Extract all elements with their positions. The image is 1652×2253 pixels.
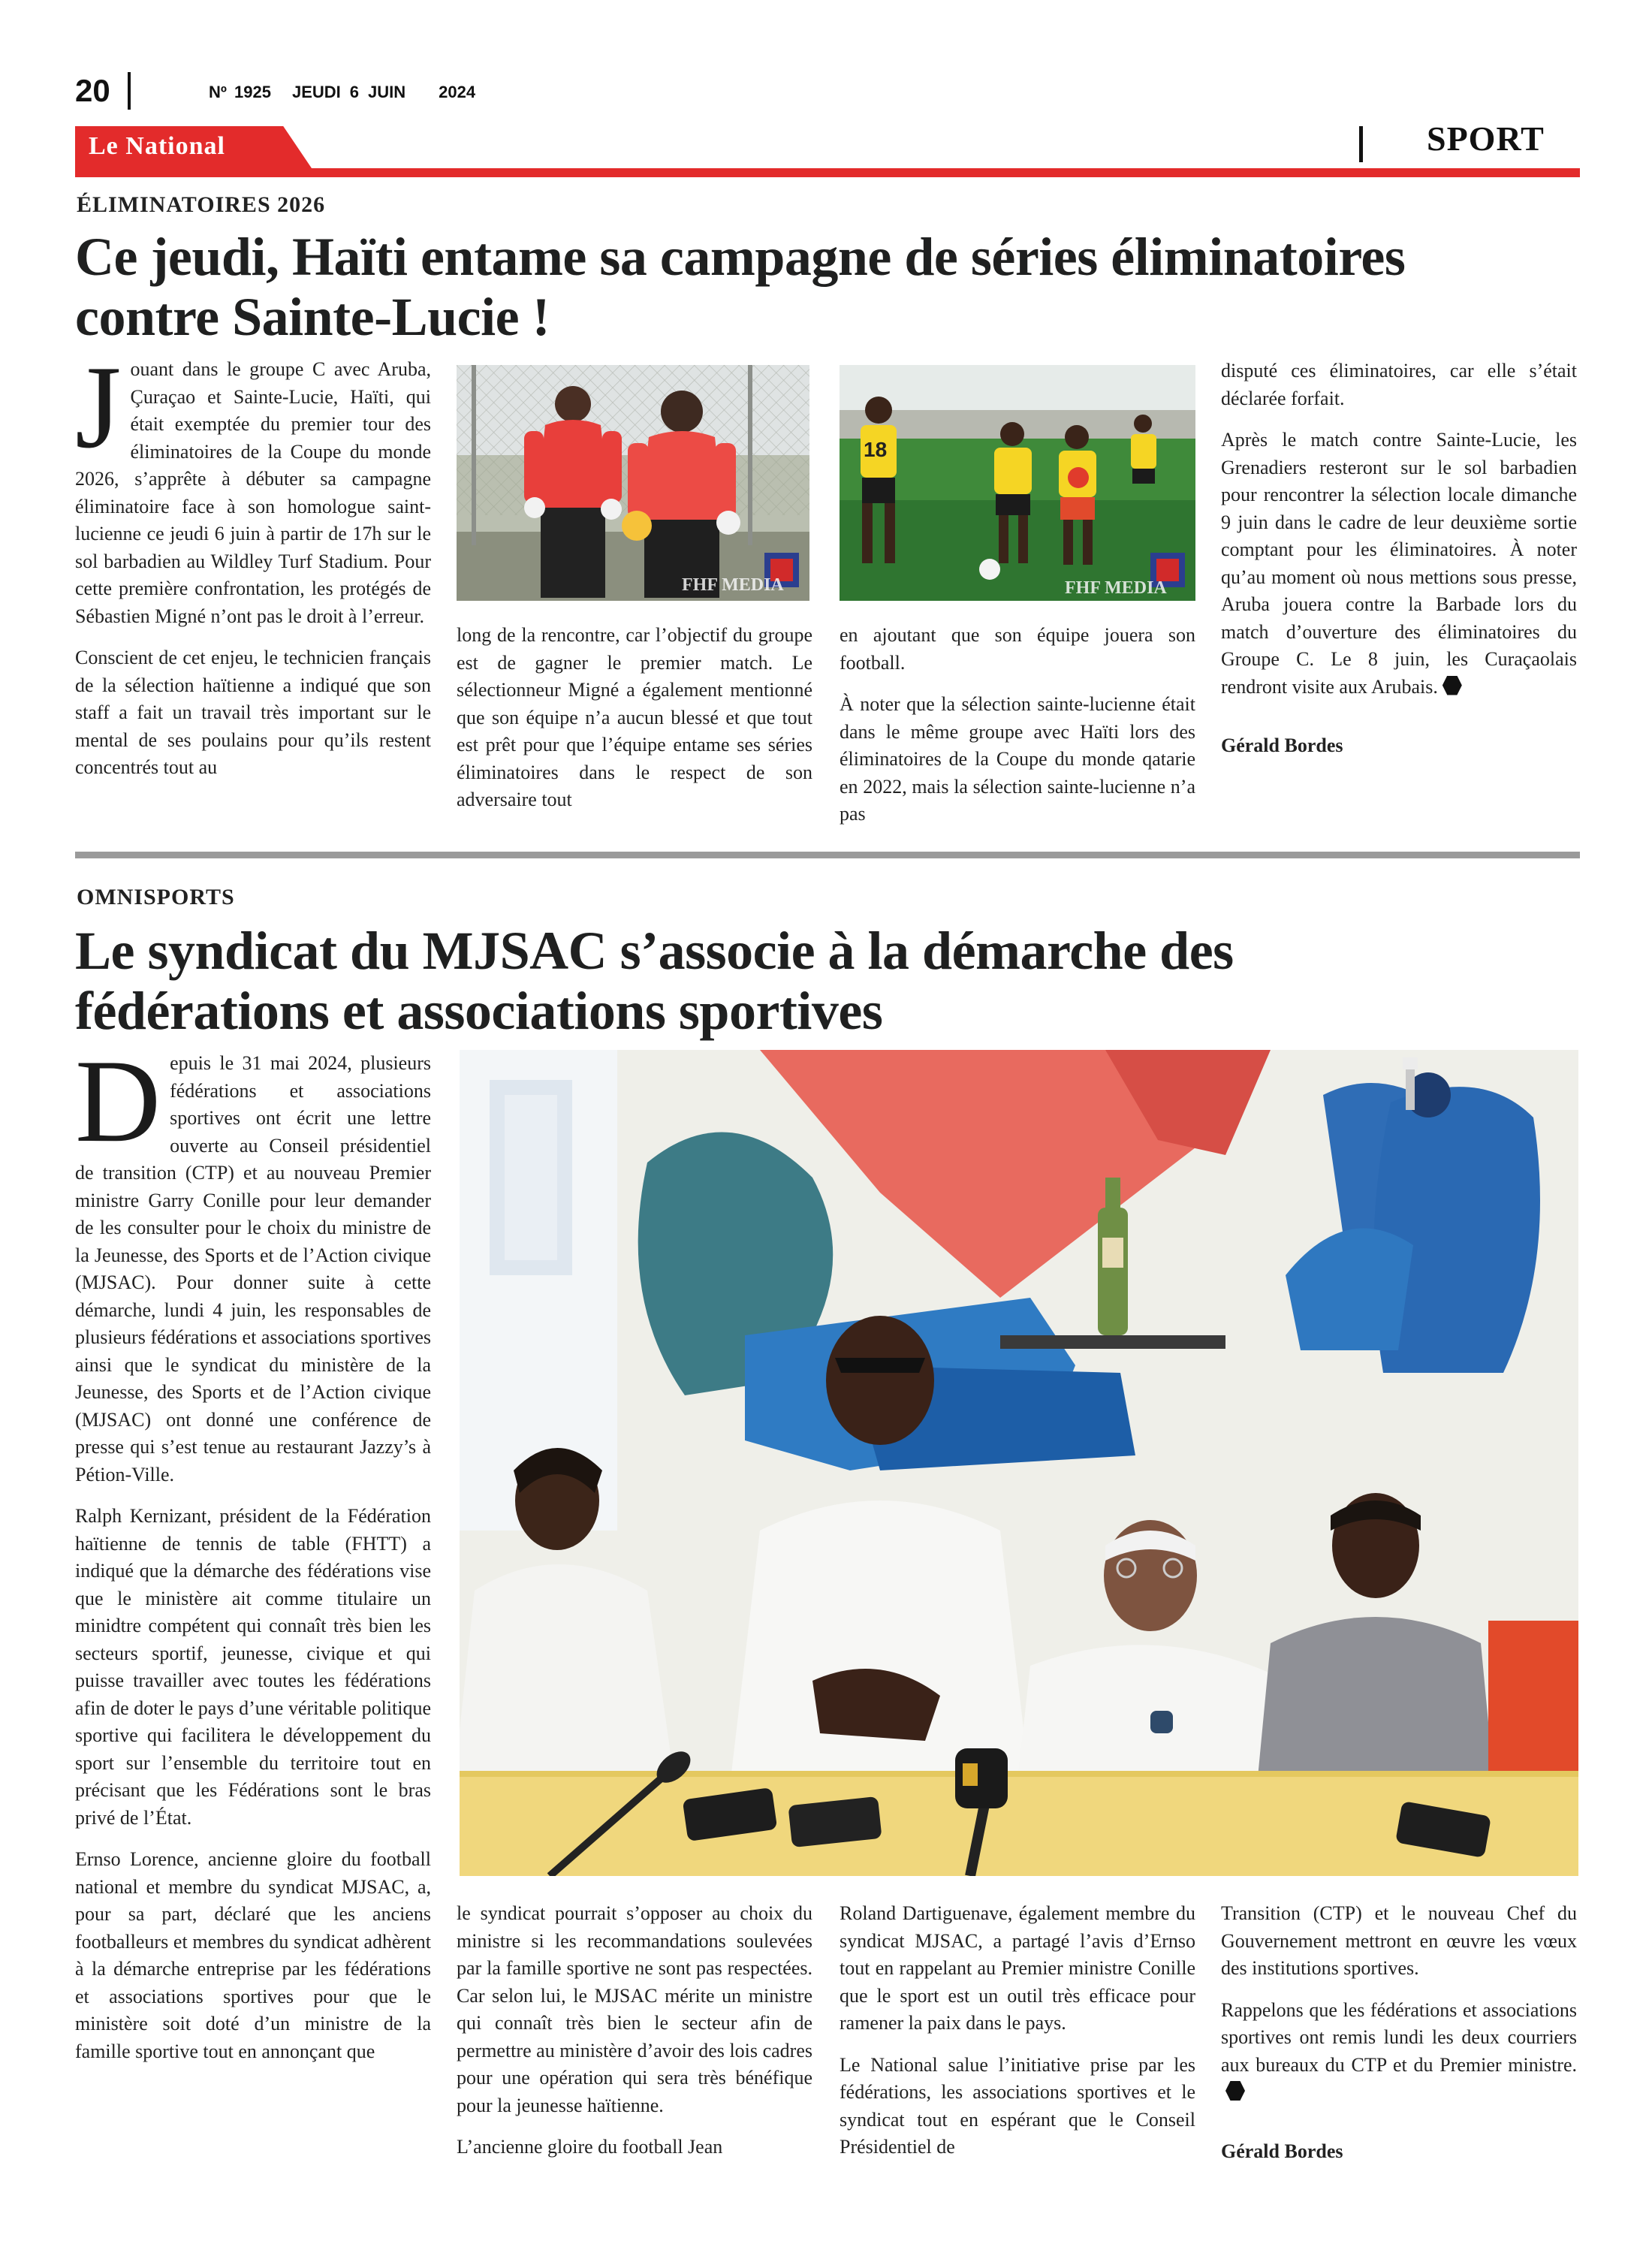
article2-col1-p2: Ralph Kernizant, président de la Fédération haïtienne de tennis de table (FHTT) a indiqué que la démarche des fédérations vise que le ministère ait comme titulaire un minidtre compétent qui connaît très bien les secteurs sportif, jeunesse, civique et qui puisse travailler avec toutes les fédérations afin de doter le pays d’une véritable politique sportive qui facilitera le développement du sport sur l’ensemble du territoire tout en précisant que les Fédérations sont le bras privé de l’État.: [75, 1505, 431, 1829]
article1-kicker: ÉLIMINATOIRES 2026: [77, 192, 326, 217]
article2-col2-p2: L’ancienne gloire du football Jean: [457, 2136, 723, 2158]
article2-kicker: OMNISPORTS: [77, 885, 235, 909]
article2-col4-p2: Rappelons que les fédérations et associations sportives ont remis lundi les deux courriers aux bureaux du CTP et du Premier ministre.: [1221, 1998, 1577, 2076]
article2-col1-p1: epuis le 31 mai 2024, plusieurs fédérations et associations sportives ont écrit une lettre ouverte au Conseil présidentiel de transition (CTP) et au nouveau Premier ministre Garry Conille pour leur demander de les consulter pour le choix du ministre de la Jeunesse, des Sports et de l’Action civique (MJSAC). Pour donner suite à cette démarche, lundi 4 juin, les responsables de plusieurs fédérations et associations sportives ainsi que le syndicat du ministère de la Jeunesse, des Sports et de l’Action civique (MJSAC) ont donné une conférence de presse qui s’est tenue au restaurant Jazzy’s à Pétion-Ville.: [75, 1052, 431, 1485]
issue-day: JEUDI: [291, 83, 341, 101]
issue-year: 2024: [439, 83, 476, 101]
section-divider: [1359, 126, 1363, 162]
article2-col2-p1: le syndicat pourrait s’opposer au choix du ministre si les recommandations soulevées par la famille sportive ne sont pas respectées. Car selon lui, le MJSAC mérite un ministre qui connaît très bien le secteur afin de permettre au ministère d’avoir des lois cadres pour une opération qui sera très bénéfique pour la jeunesse haïtienne.: [457, 1902, 812, 2116]
photo-players-training: [840, 365, 1195, 601]
article1-col3-p1: en ajoutant que son équipe jouera son football.: [840, 624, 1195, 674]
article2-column-1: [75, 1036, 431, 2080]
article1-column-4: [1221, 357, 1577, 774]
brand-name: Le National: [89, 132, 225, 160]
article2-column-4: [1221, 1900, 1577, 2179]
article1-col1-p1: ouant dans le groupe C avec Aruba, Çuraçao et Sainte-Lucie, Haïti, qui était exemptée du premier tour des éliminatoires de la Coupe du monde 2026, s’apprête à débuter sa campagne éliminatoire face à son homologue saint-lucienne ce jeudi 6 juin à partir de 17h sur le sol barbadien au Wildley Turf Stadium. Pour cette première confrontation, les protégés de Sébastien Migné n’ont pas le droit à l’erreur.: [75, 358, 431, 627]
article1-drop-cap: J: [75, 342, 122, 473]
article2-col1-p3: Ernso Lorence, ancienne gloire du football national et membre du syndicat MJSAC, a, pour sa part, déclaré que les anciens footballeurs et membres du syndicat adhèrent à la démarche entreprise par les fédérations et associations sportives pour que le ministère soit doté d’un ministre de la famille sportive tout en annonçant que: [75, 1848, 431, 2062]
article2-headline-line2: fédérations et associations sportives: [75, 981, 883, 1041]
article1-column-2: [457, 622, 812, 828]
article2-headline-line1: Le syndicat du MJSAC s’associe à la démarche des: [75, 921, 1234, 981]
page-number: 20: [75, 73, 110, 108]
article1-byline: Gérald Bordes: [1221, 734, 1343, 756]
article1-col1-p2: Conscient de cet enjeu, le technicien français de la sélection haïtienne a indiqué que son staff a fait un travail très important sur le mental de ses poulains pour qu’ils restent concentrés tout au: [75, 647, 431, 778]
article1-col2-p1: long de la rencontre, car l’objectif du groupe est de gagner le premier match. Le sélectionneur Migné a également mentionné que son équipe n’a aucun blessé et que tout est prêt pour que l’équipe entame ses séries éliminatoires dans le respect de son adversaire tout: [457, 624, 812, 810]
article1-col4-p2: Après le match contre Sainte-Lucie, les Grenadiers resteront sur le sol barbadien pour rencontrer la sélection locale dimanche 9 juin dans le cadre de leur deuxième sortie comptant pour les éliminatoires. À noter qu’au moment où nous mettions sous presse, Aruba jouera contre la Barbade lors du match d’ouverture des éliminatoires du Groupe C. Le 8 juin, les Curaçaolais rendront visite aux Arubais.: [1221, 429, 1577, 698]
article-divider: [75, 852, 1580, 858]
article2-end-mark: [1225, 2081, 1245, 2101]
article1-headline-line2: contre Sainte-Lucie !: [75, 287, 550, 347]
photo2-watermark: FHF MEDIA: [1065, 578, 1167, 598]
article1-column-3: [840, 622, 1195, 843]
issue-date-day: 6: [349, 83, 360, 101]
article1-headline-line1: Ce jeudi, Haïti entame sa campagne de séries éliminatoires: [75, 227, 1406, 287]
article2-byline: Gérald Bordes: [1221, 2140, 1343, 2162]
article2-headline: [75, 921, 1584, 1041]
article2-column-3: [840, 1900, 1195, 2176]
issue-info: [209, 83, 496, 102]
article2-col3-p2: Le National salue l’initiative prise par les fédérations, les associations sportives et le syndicat tout en espérant que le Conseil Présidentiel de: [840, 2053, 1195, 2158]
article1-col3-p2: À noter que la sélection sainte-lucienne était dans le même groupe avec Haïti lors des éliminatoires de la Coupe du monde qatarie en 2022, mais la sélection sainte-lucienne n’a pas: [840, 693, 1195, 825]
photo2-jersey-number: 18: [864, 438, 888, 461]
photo-goalkeepers-training: [457, 365, 809, 601]
article2-column-2: [457, 1900, 812, 2176]
header-rule: [75, 168, 1580, 177]
article1-end-mark: [1442, 676, 1462, 695]
article2-drop-cap: D: [75, 1036, 161, 1167]
section-label: SPORT: [1427, 119, 1545, 158]
article2-col4-p1: Transition (CTP) et le nouveau Chef du Gouvernement mettront en œuvre les vœux des institutions sportives.: [1221, 1902, 1577, 1979]
photo1-watermark: FHF MEDIA: [682, 575, 784, 595]
article2-col3-p1: Roland Dartiguenave, également membre du syndicat MJSAC, a partagé l’avis d’Ernso tout en rappelant au Premier ministre Conille que le sport est un outil très efficace pour ramener la paix dans le pays.: [840, 1902, 1195, 2034]
issue-month: JUIN: [368, 83, 406, 101]
article1-column-1: [75, 342, 431, 796]
page-number-divider: [128, 72, 131, 110]
photo-press-conference: [460, 1050, 1578, 1876]
article1-headline: [75, 227, 1584, 347]
issue-number: Nº 1925: [209, 83, 271, 101]
article1-col4-p1: disputé ces éliminatoires, car elle s’était déclarée forfait.: [1221, 360, 1577, 409]
